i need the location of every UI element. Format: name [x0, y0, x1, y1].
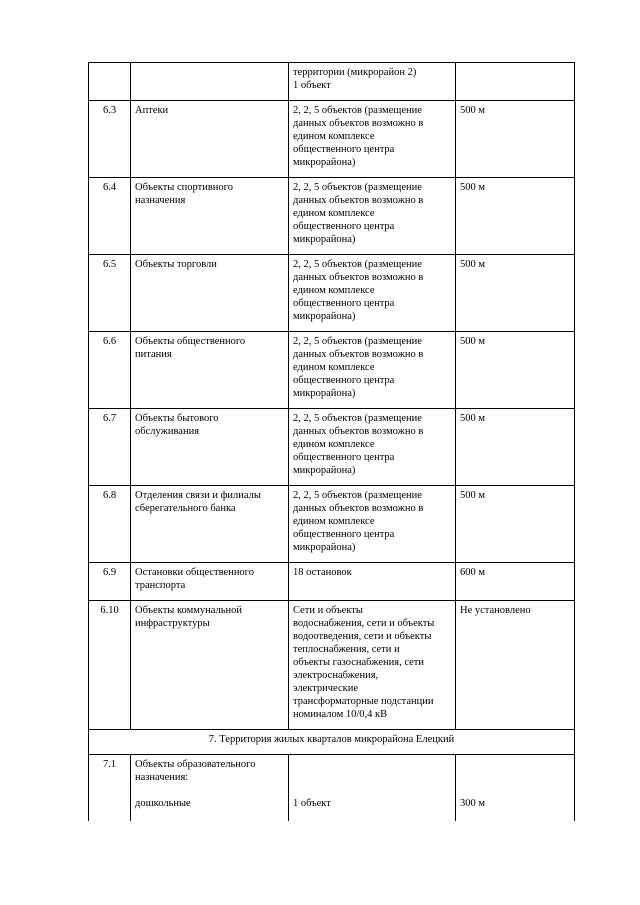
distance-cell: 500 м: [456, 101, 575, 178]
object-type: Объекты бытового обслуживания: [131, 409, 289, 486]
capacity-cell: 2, 2, 5 объектов (размещение данных объектов возможно в едином комплексе общественного центра микрорайона): [289, 332, 456, 409]
row-number: 6.10: [89, 601, 131, 730]
distance-cell: 500 м: [456, 178, 575, 255]
table-row: [89, 255, 575, 332]
object-type: Объекты коммунальной инфраструктуры: [131, 601, 289, 730]
row-number: 6.8: [89, 486, 131, 563]
capacity-cell: Сети и объекты водоснабжения, сети и объекты водоотведения, сети и объекты теплоснабжения, сети и объекты газоснабжения, сети электроснабжения, электрические трансформаторные подстанции номиналом 10/0,4 кВ: [289, 601, 456, 730]
object-heading: Объекты образовательного назначения:: [135, 759, 256, 783]
object-type: Отделения связи и филиалы сберегательного банка: [131, 486, 289, 563]
table-row: [89, 63, 575, 101]
capacity-cell: 2, 2, 5 объектов (размещение данных объектов возможно в едином комплексе общественного центра микрорайона): [289, 409, 456, 486]
capacity-cell: 2, 2, 5 объектов (размещение данных объектов возможно в едином комплексе общественного центра микрорайона): [289, 486, 456, 563]
row-number: [89, 63, 131, 101]
table-row: [89, 563, 575, 601]
object-type: Объекты торговли: [131, 255, 289, 332]
table-row: [89, 178, 575, 255]
object-type: Объекты спортивного назначения: [131, 178, 289, 255]
object-type: Объекты общественного питания: [131, 332, 289, 409]
table-row: [89, 409, 575, 486]
row-number: 6.4: [89, 178, 131, 255]
table-row: [89, 486, 575, 563]
row-number: 6.6: [89, 332, 131, 409]
distance-cell: 600 м: [456, 563, 575, 601]
distance-cell: 500 м: [456, 332, 575, 409]
object-type: Аптеки: [131, 101, 289, 178]
distance-cell: Не установлено: [456, 601, 575, 730]
object-type: Остановки общественного транспорта: [131, 563, 289, 601]
capacity-cell: 18 остановок: [289, 563, 456, 601]
object-subtype: дошкольные: [135, 798, 191, 809]
object-type: [131, 63, 289, 101]
section-header-row: [89, 730, 575, 755]
facilities-table: [88, 62, 575, 821]
distance-cell: 300 м: [456, 755, 575, 821]
distance-cell: [456, 63, 575, 101]
row-number: 6.9: [89, 563, 131, 601]
capacity-cell: 2, 2, 5 объектов (размещение данных объектов возможно в едином комплексе общественного центра микрорайона): [289, 255, 456, 332]
table-row: [89, 755, 575, 821]
row-number: 6.7: [89, 409, 131, 486]
row-number: 6.3: [89, 101, 131, 178]
capacity-cell: 2, 2, 5 объектов (размещение данных объектов возможно в едином комплексе общественного центра микрорайона): [289, 101, 456, 178]
table-row: [89, 601, 575, 730]
section-title: 7. Территория жилых кварталов микрорайона Елецкий: [89, 730, 575, 755]
capacity-cell: 2, 2, 5 объектов (размещение данных объектов возможно в едином комплексе общественного центра микрорайона): [289, 178, 456, 255]
row-number: 7.1: [89, 755, 131, 821]
distance-cell: 500 м: [456, 255, 575, 332]
distance-cell: 500 м: [456, 409, 575, 486]
distance-cell: 500 м: [456, 486, 575, 563]
table-row: [89, 332, 575, 409]
table-row: [89, 101, 575, 178]
row-number: 6.5: [89, 255, 131, 332]
capacity-cell: 1 объект: [289, 755, 456, 821]
object-type: [131, 755, 289, 821]
capacity-cell: территории (микрорайон 2) 1 объект: [289, 63, 456, 101]
